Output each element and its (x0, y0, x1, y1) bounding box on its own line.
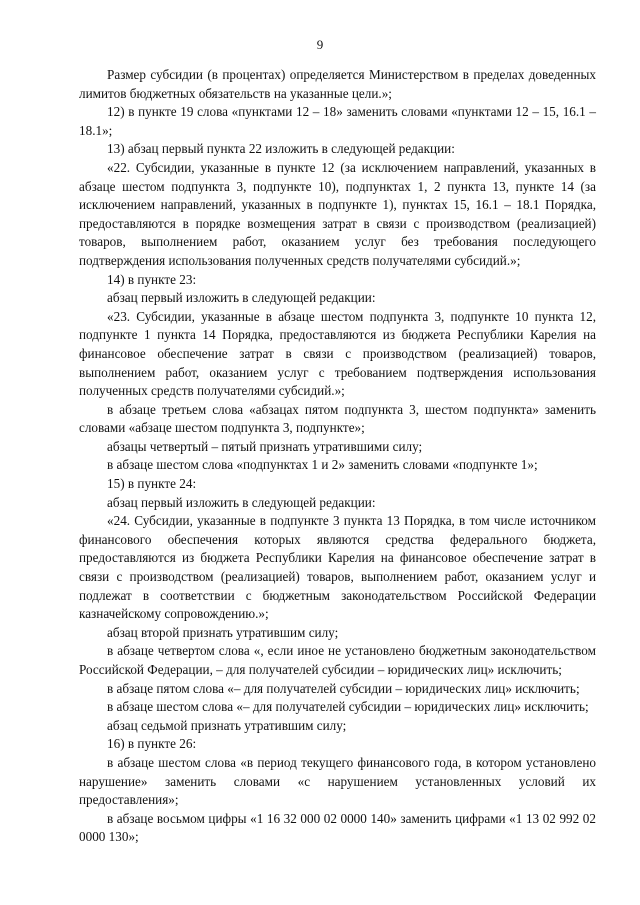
paragraph: абзац седьмой признать утратившим силу; (107, 717, 347, 733)
paragraph: в абзаце шестом слова «– для получателей субсидии – юридических лиц» исключить; (107, 699, 589, 715)
paragraph: в абзаце восьмом цифры «1 16 32 000 02 0000 140» заменить цифрами «1 13 02 992 02 0000 130»; (79, 810, 596, 845)
paragraph: «22. Субсидии, указанные в пункте 12 (за исключением направлений, указанных в абзаце шестом подпункта 3, подпункте 10), подпунктах 1, 2 пункта 13, пункте 14 (за исключением направлений, указанных в подпункте 1), пунктах 15, 16.1 – 18.1 Порядка, предоставляются в порядке возмещения затрат в связи с производством (реализацией) товаров, выполнением работ, оказанием услуг без требования последующего подтверждения использования полученных средств получателями субсидий.»; (79, 159, 596, 268)
paragraph: «23. Субсидии, указанные в абзаце шестом подпункта 3, подпункте 10 пункта 12, подпункте 1 пункта 14 Порядка, предоставляются из бюджета Республики Карелия на финансовое обеспечение затрат в связи с производством (реализацией) товаров, выполнением работ, оказанием услуг с требованием подтверждения использования полученных средств получателями субсидий.»; (79, 308, 596, 399)
paragraph: в абзаце пятом слова «– для получателей субсидии – юридических лиц» исключить; (107, 680, 580, 696)
paragraph: абзац первый изложить в следующей редакции: (107, 290, 376, 306)
paragraph: 15) в пункте 24: (107, 476, 197, 492)
paragraph: в абзаце третьем слова «абзацах пятом подпункта 3, шестом подпункта» заменить словами «абзаце шестом подпункта 3, подпункте»; (79, 401, 596, 436)
paragraph: абзацы четвертый – пятый признать утратившими силу; (107, 438, 423, 454)
paragraph: «24. Субсидии, указанные в подпункте 3 пункта 13 Порядка, в том числе источником финансового обеспечения которых являются средства федерального бюджета, предоставляются из бюджета Республики Карелия на финансовое обеспечение затрат в связи с производством (реализацией) товаров, выполнением работ, оказанием услуг и подлежат в соответствии с бюджетным законодательством Российской Федерации казначейскому сопровождению.»; (79, 513, 596, 622)
document-body (79, 66, 596, 847)
paragraph: в абзаце четвертом слова «, если иное не установлено бюджетным законодательством Российской Федерации, – для получателей субсидии – юридических лиц» исключить; (79, 643, 596, 677)
paragraph: 12) в пункте 19 слова «пунктами 12 – 18» заменить словами «пунктами 12 – 15, 16.1 – 18.1»; (79, 104, 596, 138)
paragraph: в абзаце шестом слова «подпунктах 1 и 2» заменить словами «подпункте 1»; (107, 457, 538, 473)
paragraph: абзац первый изложить в следующей редакции: (107, 494, 376, 510)
paragraph: в абзаце шестом слова «в период текущего финансового года, в котором установлено нарушение» заменить словами «с нарушением установленных условий их предоставления»; (79, 754, 596, 808)
paragraph: абзац второй признать утратившим силу; (107, 624, 339, 640)
page-number: 9 (316, 37, 324, 52)
paragraph: Размер субсидии (в процентах) определяется Министерством в пределах доведенных лимитов бюджетных обязательств на указанные цели.»; (79, 67, 596, 101)
paragraph: 16) в пункте 26: (107, 736, 197, 752)
paragraph: 14) в пункте 23: (107, 271, 197, 287)
paragraph: 13) абзац первый пункта 22 изложить в следующей редакции: (107, 141, 455, 157)
